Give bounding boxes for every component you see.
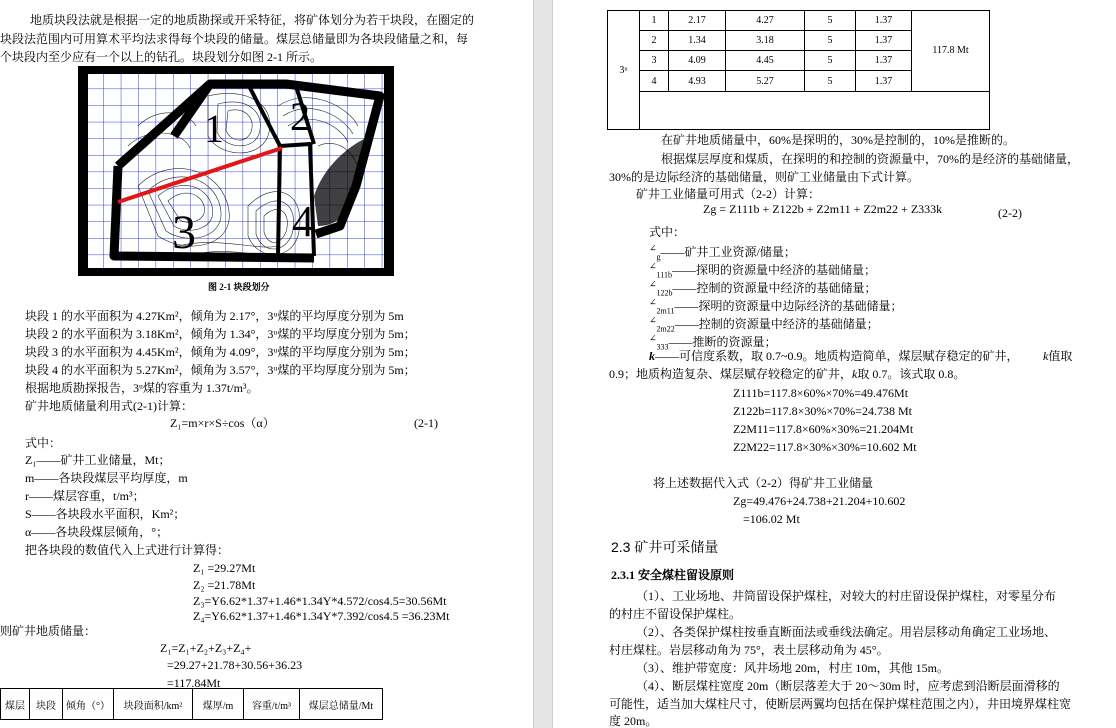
block-line: 块段 3 的水平面积为 4.45Km²，倾角为 4.09°，3ᵘ煤的平均厚度分别为 5m； <box>25 345 416 359</box>
k-definition-text: ——可信度系数，取 0.7~0.9。地质构造简单，煤层赋存稳定的矿井， <box>655 349 1019 363</box>
definition-line: ∠$_{111b}$——探明的资源量中经济的基础储量； <box>649 261 876 280</box>
total-line: =29.27+21.78+30.56+36.23 <box>167 658 303 672</box>
paragraph: 将上述数据代入式（2-2）得矿井工业储量 <box>653 476 873 490</box>
definition-line: ∠$_{2m22}$——控制的资源量中经济的基础储量； <box>649 315 879 334</box>
section-heading: 2.3 矿井可采储量 <box>611 539 719 555</box>
definition-line: ∠$_{2m11}$——探明的资源量中边际经济的基础储量； <box>649 297 903 316</box>
block-map-image <box>78 66 394 276</box>
definition-text: ——矿井工业资源/储量； <box>660 245 796 259</box>
table-cell: 4.45 <box>726 51 805 71</box>
subsection-heading: 2.3.1 安全煤柱留设原则 <box>611 568 735 582</box>
reserve-table <box>607 10 990 130</box>
paragraph: 30%的是边际经济的基础储量，则矿工业储量由下式计算。 <box>609 170 919 184</box>
k-definition: k——可信度系数，取 0.7~0.9。地质构造简单，煤层赋存稳定的矿井， <box>649 349 1019 363</box>
equation-2-2 <box>703 202 942 216</box>
k-definition: 0.9；地质构造复杂、煤层赋存较稳定的矿井，k取 0.7。该式取 0.8。 <box>609 367 966 381</box>
table-cell: 1 <box>640 11 669 31</box>
table-cell: 5.27 <box>726 71 805 91</box>
table-header-cell: 煤层 <box>1 689 30 720</box>
table-cell: 2 <box>640 31 669 51</box>
block-line: 块段 1 的水平面积为 4.27Km²，倾角为 2.17°，3ᵘ煤的平均厚度分别为 5m <box>25 309 404 323</box>
page-gap <box>533 0 553 728</box>
definition-line: ∠$_g$——矿井工业资源/储量； <box>649 243 796 262</box>
result-line: Z111b=117.8×60%×70%=49.476Mt <box>733 386 909 400</box>
definition-text: ——控制的资源量中经济的基础储量； <box>672 281 877 295</box>
block-label: 4 <box>292 197 314 246</box>
definition-line: m——各块段煤层平均厚度，m <box>25 471 188 485</box>
result-line: Z122b=117.8×30%×70%=24.738 Mt <box>733 404 912 418</box>
table-header-cell: 煤厚/m <box>193 689 244 720</box>
definition-line: S——各块段水平面积，Km²； <box>25 507 186 521</box>
k-definition-text: 取 0.7。该式取 0.8。 <box>857 367 966 381</box>
table-cell: 1.37 <box>856 51 912 71</box>
definition-text: ——控制的资源量中经济的基础储量； <box>674 317 879 331</box>
right-page <box>553 0 1116 728</box>
seam-cell: 3ᵘ <box>608 11 640 130</box>
table-cell: 3 <box>640 51 669 71</box>
left-page <box>0 0 533 728</box>
table-cell: 5 <box>805 11 856 31</box>
result-line: Z2M22=117.8×30%×30%=10.602 Mt <box>733 440 917 454</box>
table-cell: 1.37 <box>856 71 912 91</box>
block-label: 1 <box>204 106 224 151</box>
zg-line: =106.02 Mt <box>743 512 800 526</box>
rule-line: 的村庄不留设保护煤柱。 <box>609 607 742 621</box>
table-cell: 4.09 <box>669 51 726 71</box>
block-line: 块段 4 的水平面积为 5.27Km²，倾角为 3.57°，3ᵘ煤的平均厚度分别为 5m； <box>25 363 416 377</box>
calc-line: Z₄=Y6.62*1.37+1.46*1.34Y*7.392/cos4.5 =36.23Mt <box>193 609 450 623</box>
zg-line: Zg=49.476+24.738+21.204+10.602 <box>733 494 906 508</box>
calc-line: Z₁ =29.27Mt <box>193 561 256 575</box>
total-line: =117.84Mt <box>167 676 221 690</box>
total-reserve-cell: 117.8 Mt <box>912 11 990 92</box>
table-cell: 4 <box>640 71 669 91</box>
block-label: 3 <box>172 206 196 259</box>
table-cell: 4.27 <box>726 11 805 31</box>
table-cell: 1.34 <box>669 31 726 51</box>
definition-line: ∠$_{122b}$——控制的资源量中经济的基础储量； <box>649 279 877 298</box>
table-header-cell: 容重/t/m³ <box>244 689 300 720</box>
definition-line: r——煤层容重，t/m³； <box>25 489 145 503</box>
total-label: 则矿井地质储量： <box>0 624 97 638</box>
rule-line: 可能性，适当加大煤柱尺寸，使断层两翼均包括在保护煤柱范围之内），井田境界煤柱宽 <box>609 697 1072 711</box>
definition-line: α——各块段煤层倾角，°； <box>25 525 169 539</box>
calc-line: Z₂ =21.78Mt <box>193 578 256 592</box>
intro-line: 地质块段法就是根据一定的地质勘探或开采特征，将矿体划分为若干块段，在圈定的 <box>30 13 475 27</box>
intro-line: 块段法范围内可用算术平均法求得每个块段的储量。煤层总储量即为各块段储量之和，每 <box>0 32 469 46</box>
intro-line: 个块段内至少应有一个以上的钻孔。块段划分如图 2-1 所示。 <box>0 50 322 64</box>
table-cell: 1.37 <box>856 31 912 51</box>
block-label: 2 <box>290 94 310 139</box>
total-line: Z₁=Z₁+Z₂+Z₃+Z₄+ <box>160 641 252 655</box>
calc-line: Z₃=Y6.62*1.37+1.46*1.34Y*4.572/cos4.5=30.56Mt <box>193 594 447 608</box>
rule-line: （4）、断层煤柱宽度 20m（断层落差大于 20～30m 时，应考虑到沿断层面滑移的 <box>636 679 1060 693</box>
k-definition: k值取 <box>1043 349 1073 363</box>
definition-text: ——探明的资源量中经济的基础储量； <box>671 263 876 277</box>
equation-2-2-text: Zg = Z111b + Z122b + Z2m11 + Z2m22 + Z333k <box>703 202 943 216</box>
table-cell: 5 <box>805 71 856 91</box>
figure-caption: 图 2-1 块段划分 <box>208 282 270 292</box>
equation-number: (2-2) <box>998 206 1022 220</box>
definition-line: ∠$_{333}$——推断的资源量； <box>649 333 777 352</box>
paragraph: 矿井工业储量可用式（2-2）计算： <box>636 187 820 201</box>
equation-number: (2-1) <box>414 416 438 430</box>
definition-line: Z₁——矿井工业储量，Mt； <box>25 453 171 467</box>
definition-line: 把各块段的数值代入上式进行计算得： <box>25 543 230 557</box>
table-cell: 4.93 <box>669 71 726 91</box>
paragraph: 根据煤层厚度和煤质，在探明的和控制的资源量中，70%的是经济的基础储量， <box>661 152 1079 166</box>
paragraph: 在矿井地质储量中，60%是探明的，30%是控制的，10%是推断的。 <box>661 133 1015 147</box>
definition-title: 式中： <box>649 225 686 239</box>
rule-line: 度 20m。 <box>609 714 658 728</box>
table-cell: 5 <box>805 31 856 51</box>
reserve-table-header <box>0 688 383 720</box>
block-line: 矿井地质储量利用式(2-1)计算： <box>25 399 193 413</box>
rule-line: （1）、工业场地、井筒留设保护煤柱，对较大的村庄留设保护煤柱，对零星分布 <box>636 589 1057 603</box>
table-header-cell: 块段 <box>30 689 63 720</box>
table-cell: 5 <box>805 51 856 71</box>
table-header-cell: 煤层总储量/Mt <box>300 689 383 720</box>
definition-text: ——推断的资源量； <box>668 335 777 349</box>
rule-line: （3）、维护带宽度：风井场地 20m，村庄 10m，其他 15m。 <box>636 661 950 675</box>
table-header-cell: 块段面积/km² <box>114 689 193 720</box>
equation-2-1: Z₁=m×r×S÷cos（α） <box>170 416 275 430</box>
table-cell: 3.18 <box>726 31 805 51</box>
block-line: 块段 2 的水平面积为 3.18Km²，倾角为 1.34°，3ᵘ煤的平均厚度分别为 5m； <box>25 327 416 341</box>
table-cell: 1.37 <box>856 11 912 31</box>
block-division-figure <box>78 66 394 281</box>
block-line: 根据地质勘探报告，3ᵘ煤的容重为 1.37t/m³。 <box>25 381 259 395</box>
k-definition-text: 0.9；地质构造复杂、煤层赋存较稳定的矿井， <box>609 367 853 381</box>
table-empty-row <box>640 91 990 129</box>
k-definition-text: 值取 <box>1048 349 1073 363</box>
result-line: Z2M11=117.8×60%×30%=21.204Mt <box>733 422 914 436</box>
table-header-cell: 倾角（°） <box>63 689 114 720</box>
table-cell: 2.17 <box>669 11 726 31</box>
definition-text: ——探明的资源量中边际经济的基础储量； <box>674 299 903 313</box>
rule-line: （2）、各类保护煤柱按垂直断面法或垂线法确定。用岩层移动角确定工业场地、 <box>636 625 1057 639</box>
rule-line: 村庄煤柱。岩层移动角为 75°，表土层移动角为 45°。 <box>609 643 889 657</box>
definition-line: 式中： <box>25 436 62 450</box>
